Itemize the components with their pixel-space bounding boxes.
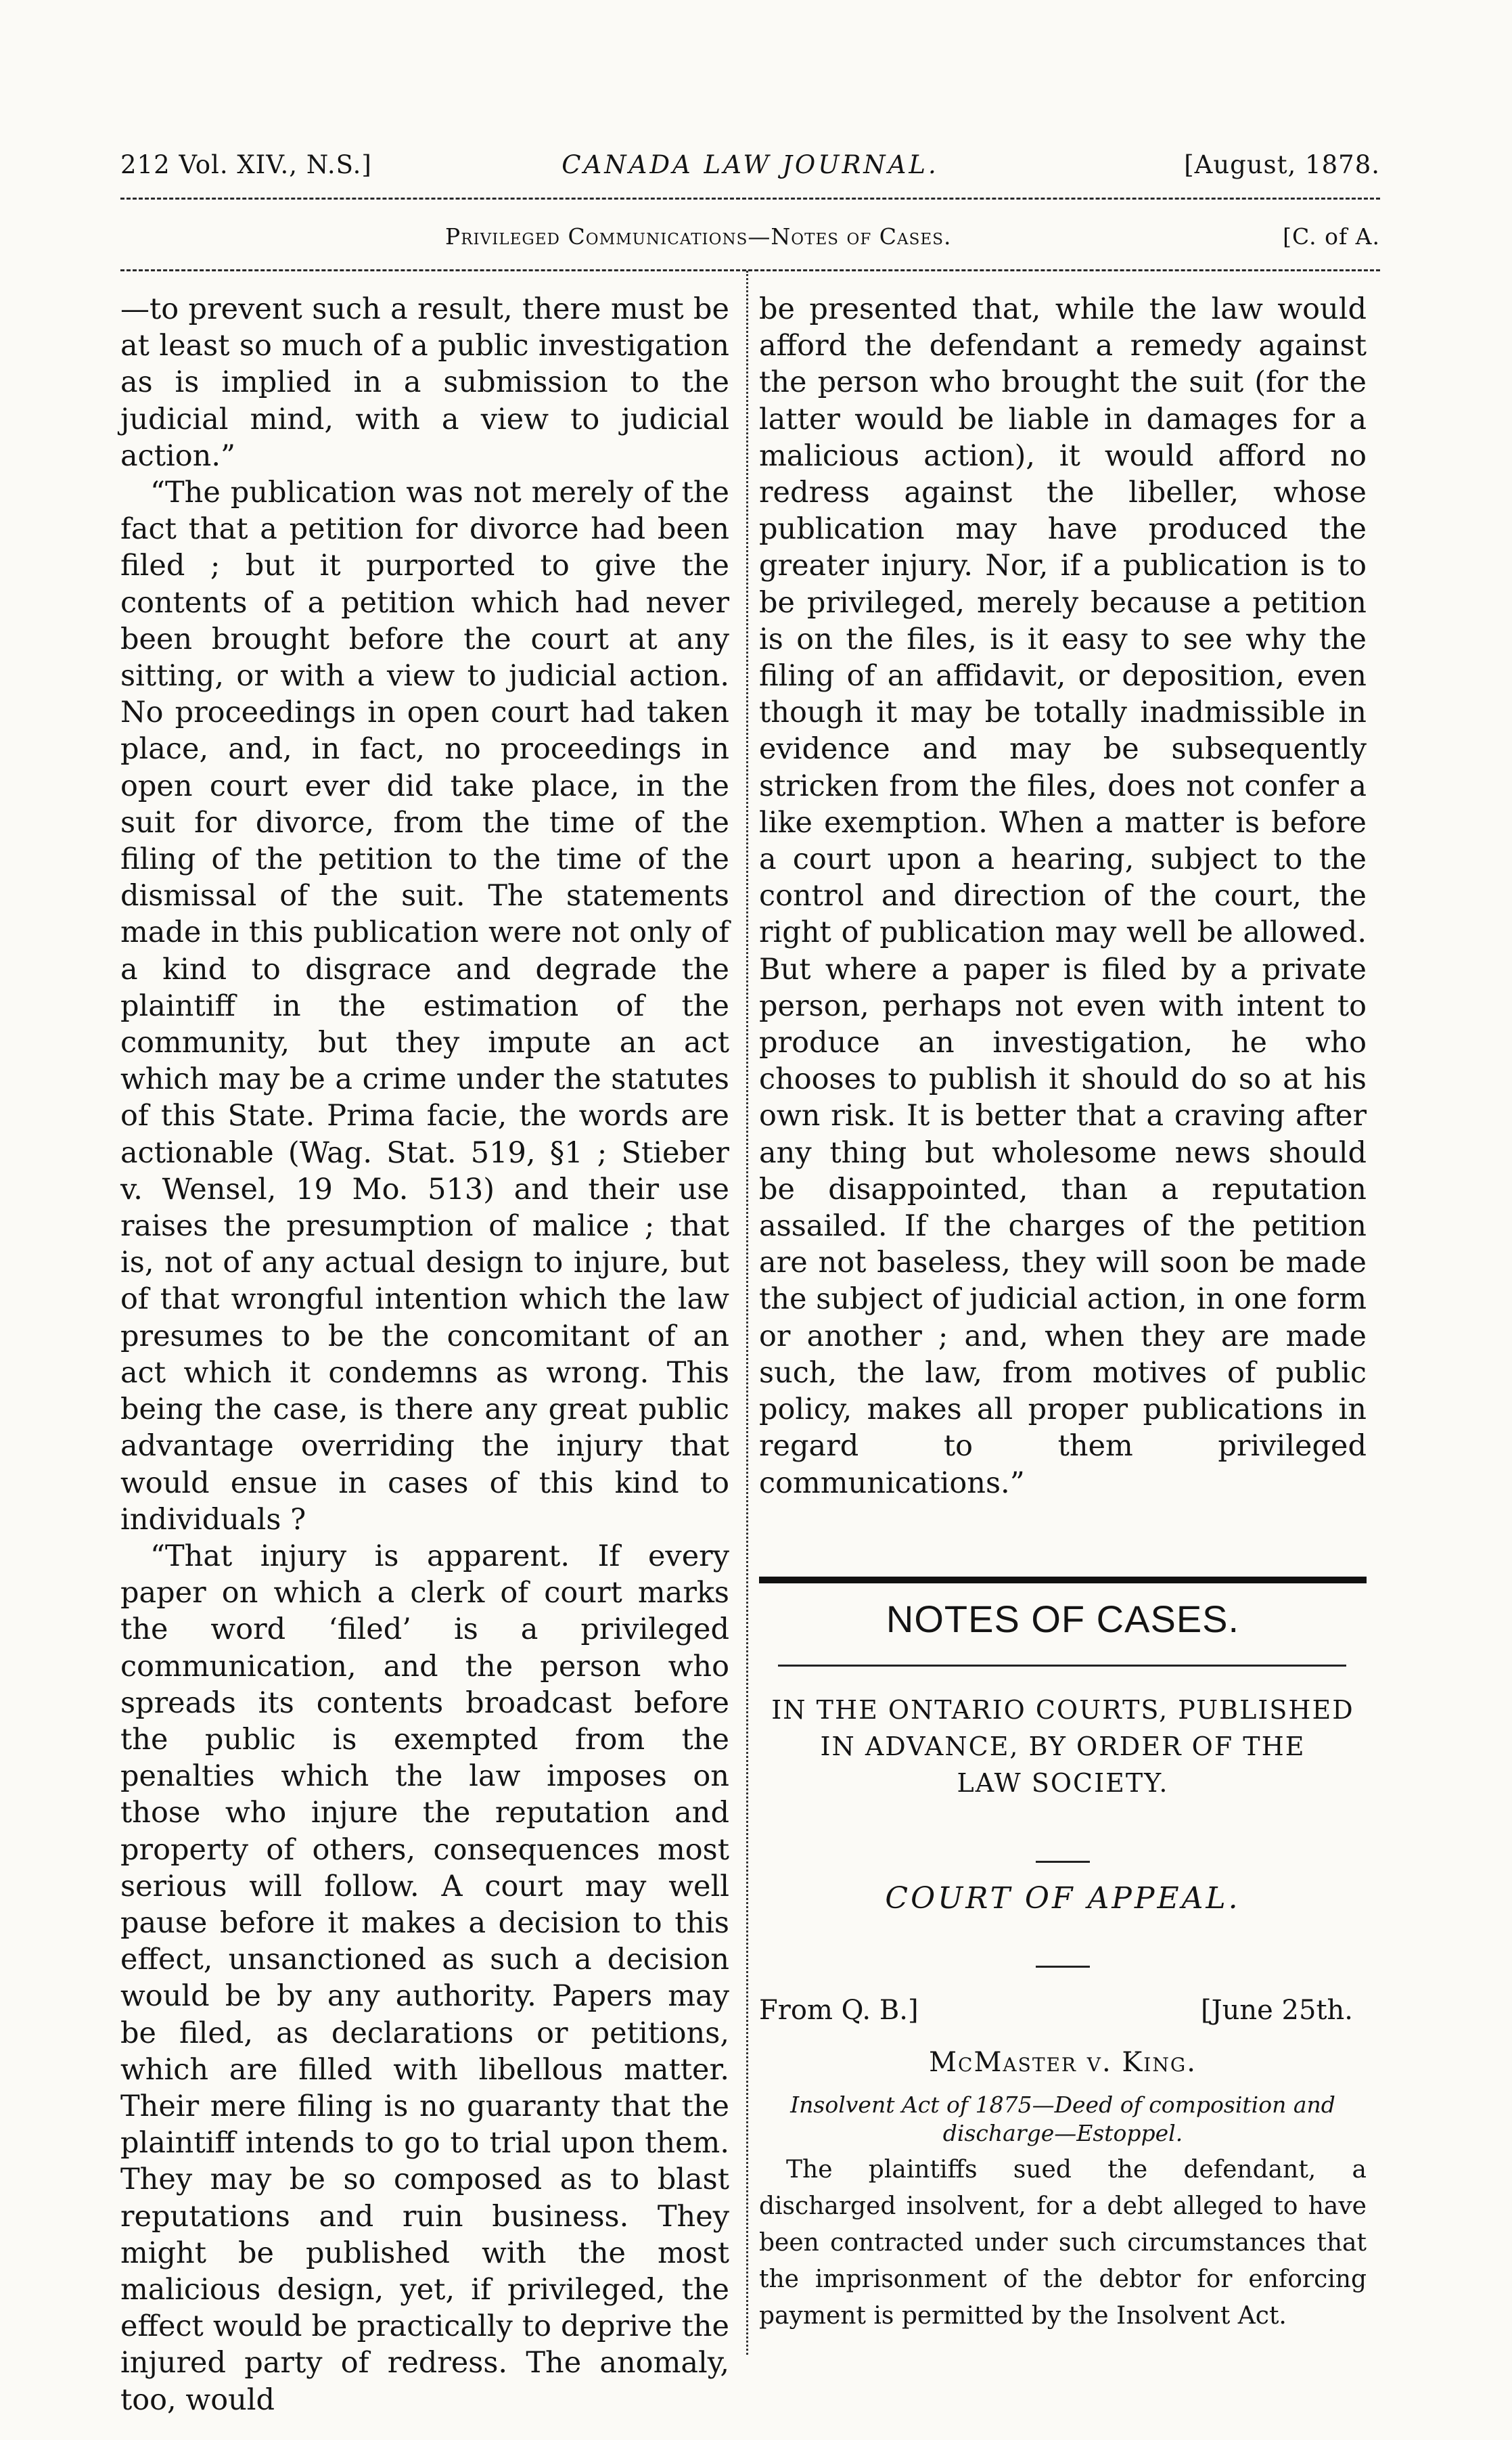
court-abbreviation: [C. of A.	[1283, 223, 1380, 250]
short-rule	[1036, 1966, 1090, 1968]
left-column	[120, 291, 729, 2418]
section-rule	[759, 1577, 1367, 1583]
short-rule	[1036, 1861, 1090, 1863]
case-title: McMaster v. King.	[929, 2047, 1197, 2078]
section-header	[120, 223, 1380, 257]
page-number-volume: 212 Vol. XIV., N.S.]	[120, 150, 372, 179]
journal-title: CANADA LAW JOURNAL.	[562, 150, 939, 179]
subtitle-line: IN ADVANCE, BY ORDER OF THE	[820, 1732, 1306, 1761]
court-heading: COURT OF APPEAL.	[885, 1881, 1241, 1916]
subtitle-line: IN THE ONTARIO COURTS, PUBLISHED	[771, 1695, 1354, 1725]
header-divider	[120, 198, 1380, 200]
case-headnote: Insolvent Act of 1875—Deed of composition and discharge—Estoppel.	[790, 2092, 1335, 2146]
issue-date: [August, 1878.	[1184, 150, 1380, 179]
heading-rule	[778, 1665, 1346, 1667]
notes-subtitle	[759, 1692, 1367, 1801]
case-origin: From Q. B.]	[759, 1995, 919, 2026]
paragraph: “The publication was not merely of the fact that a petition for divorce had been filed ; but it purported to give the contents of a petition which had never been brought before the court at any sitting, or with a view to judicial action. No proceedings in open court had taken place, and, in fact, no proceedings in open court ever did take place, in the suit for divorce, from the time of the filing of the petition to the time of the dismissal of the suit. The statements made in this publication were not only of a kind to disgrace and degrade the plaintiff in the estimation of the community, but they impute an act which may be a crime under the statutes of this State. Prima facie, the words are actionable (Wag. Stat. 519, §1 ; Stieber v. Wensel, 19 Mo. 513) and their use raises the presumption of malice ; that is, not of any actual design to injure, but of that wrongful intention which the law presumes to be the concomitant of an act which it condemns as wrong. This being the case, is there any great public advantage overriding the injury that would ensue in cases of this kind to individuals ?	[120, 476, 729, 1537]
running-header	[120, 150, 1380, 191]
subtitle-line: LAW SOCIETY.	[957, 1768, 1169, 1798]
subheader-divider	[120, 269, 1380, 271]
paragraph: —to prevent such a result, there must be at least so much of a public investigation as is implied in a submission to the judicial mind, with a view to judicial action.”	[120, 292, 729, 473]
right-column	[759, 291, 1367, 1501]
case-date: [June 25th.	[1201, 1995, 1353, 2026]
notes-of-cases-heading: NOTES OF CASES.	[886, 1598, 1240, 1640]
section-title: Privileged Communications—Notes of Cases.	[445, 223, 952, 250]
paragraph: “That injury is apparent. If every paper on which a clerk of court marks the word ‘filed’ is a privileged communication, and the person who spreads its contents broadcast before the public is exempted from the penalties which the law imposes on those who injure the reputation and property of others, consequences most serious will follow. A court may well pause before it makes a decision to this effect, unsanctioned as such a decision would be by any authority. Papers may be filed, as declarations or petitions, which are filled with libellous matter. Their mere filing is no guaranty that the plaintiff intends to go to trial upon them. They may be so composed as to blast reputations and ruin business. They might be published with the most malicious design, yet, if privileged, the effect would be practically to deprive the injured party of redress. The anomaly, too, would	[120, 1539, 729, 2417]
column-divider	[746, 271, 748, 2355]
case-body: The plaintiffs sued the defendant, a discharged insolvent, for a debt alleged to have been contracted under such circumstances that the imprisonment of the debtor for enforcing payment is permitted by the Insolvent Act.	[759, 2156, 1367, 2330]
paragraph: be presented that, while the law would afford the defendant a remedy against the person who brought the suit (for the latter would be liable in damages for a malicious action), it would afford no redress against the libeller, whose publication may have produced the greater injury. Nor, if a publication is to be privileged, merely because a petition is on the files, is it easy to see why the filing of an affidavit, or deposition, even though it may be totally inadmissible in evidence and may be subsequently stricken from the files, does not confer a like exemption. When a matter is before a court upon a hearing, subject to the control and direction of the court, the right of publication may well be allowed. But where a paper is filed by a private person, perhaps not even with intent to produce an investigation, he who chooses to publish it should do so at his own risk. It is better that a craving after any thing but wholesome news should be disappointed, than a reputation assailed. If the charges of the petition are not baseless, they will soon be made the subject of judicial action, in one form or another ; and, when they are made such, the law, from motives of public policy, makes all proper publications in regard to them privileged communications.”	[759, 292, 1367, 1500]
